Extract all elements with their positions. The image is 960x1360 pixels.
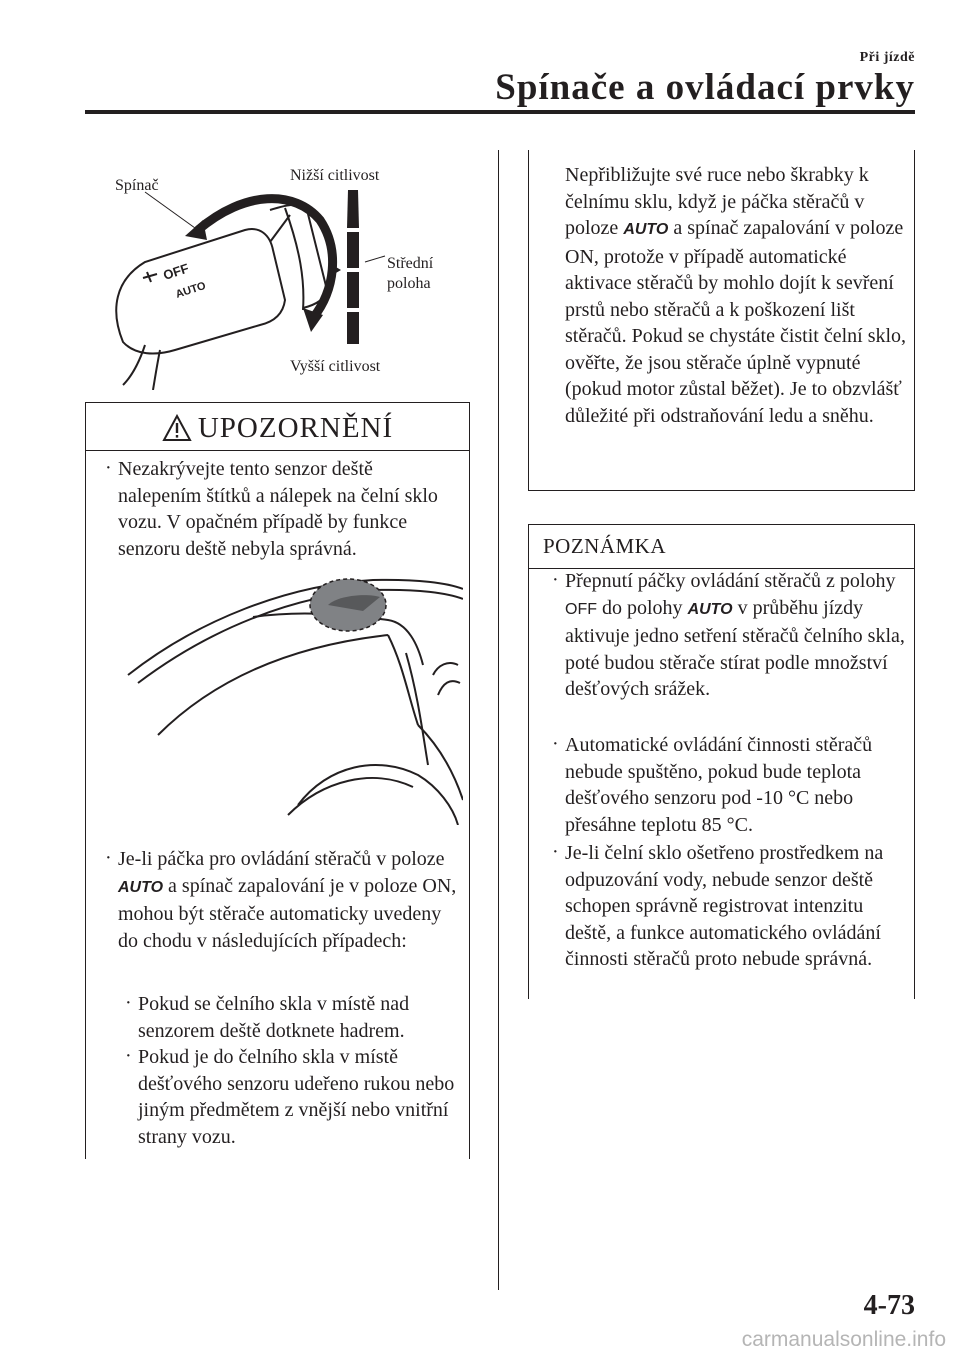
caution-subitem-2 xyxy=(125,1044,463,1150)
bullet-icon: · xyxy=(552,569,559,591)
note-item-1-text-b: do polohy xyxy=(602,596,683,619)
label-switch: Spínač xyxy=(115,177,159,194)
warning-triangle-icon xyxy=(162,414,192,442)
sensitivity-bar-1 xyxy=(347,232,359,268)
caution-title: UPOZORNĚNÍ xyxy=(197,411,394,444)
note-item-3-text: Je-li čelní sklo ošetřeno prostředkem na odpuzování vody, nebude senzor deště schopen správně registrovat intenzitu deště, a funkce automatického ovládání činnosti stěračů proto nebude správná. xyxy=(565,842,884,970)
caution-item-2-text-a: Je-li páčka pro ovládání stěračů v poloze xyxy=(118,848,445,870)
lever-auto-label: AUTO xyxy=(174,279,208,301)
wiper-lever-figure xyxy=(85,150,470,390)
auto-tag: AUTO xyxy=(687,600,733,618)
page-title: Spínače a ovládací prvky xyxy=(495,67,915,108)
off-tag: OFF xyxy=(565,600,597,618)
note-item-1-text-a: Přepnutí páčky ovládání stěračů z polohy xyxy=(565,570,896,592)
sensitivity-bar-3 xyxy=(347,312,359,344)
note-title: POZNÁMKA xyxy=(543,534,667,558)
note-item-2-text: Automatické ovládání činnosti stěračů nebude spuštěno, pokud bude teplota dešťového senzoru pod -10 °C nebo přesáhne teplotu 85 °C. xyxy=(565,734,873,836)
sensitivity-bar-2 xyxy=(347,272,359,308)
caution-subitem-1-text: Pokud se čelního skla v místě nad senzorem deště dotknete hadrem. xyxy=(138,993,410,1042)
caution-item-2-text-b: a spínač zapalování je v poloze ON, mohou být stěrače automaticky uvedeny do chodu v následujících případech: xyxy=(118,874,457,952)
section-header: Při jízdě xyxy=(859,50,915,65)
bullet-icon: · xyxy=(552,733,559,755)
caution-continued-text xyxy=(565,162,910,429)
label-middle-position-2: poloha xyxy=(387,275,431,292)
caution-continued-text-b: a spínač zapalování v poloze ON, protože v případě automatické aktivace stěračů by mohlo dojít k sevření prstů nebo stěračů a k poškození lišt stěračů. Pokud se chystáte čistit čelní sklo, ověřte, že jsou stěrače úplně vypnuté (pokud motor zůstal běžet). Je to obzvlášť důležité při odstraňování ledu a sněhu. xyxy=(565,217,907,427)
caution-continued-text-a: Nepřibližujte své ruce nebo škrabky k čelnímu sklu, když je páčka stěračů v poloze xyxy=(565,164,869,239)
sensitivity-bar-top xyxy=(347,190,359,228)
watermark: carmanualsonline.info xyxy=(741,1328,946,1351)
bullet-icon: · xyxy=(125,1045,132,1067)
auto-tag: AUTO xyxy=(623,221,669,238)
note-item-2 xyxy=(552,732,910,838)
bullet-icon: · xyxy=(105,457,112,479)
bullet-icon: · xyxy=(105,847,112,869)
note-item-1-text-c: v průběhu jízdy aktivuje jedno setření stěračů čelního skla, poté budou stěrače stírat podle množství dešťových srážek. xyxy=(565,596,905,700)
bullet-icon: · xyxy=(552,841,559,863)
header-rule xyxy=(85,110,915,114)
caution-subitem-1 xyxy=(125,991,463,1044)
caution-header xyxy=(86,403,469,451)
windshield-sensor-illustration xyxy=(118,575,463,825)
auto-tag: AUTO xyxy=(118,878,164,896)
page-number: 4-73 xyxy=(863,1290,915,1321)
caution-item-1-text: Nezakrývejte tento senzor deště nalepením štítků a nálepek na čelní sklo vozu. V opačném případě by funkce senzoru deště nebyla správná. xyxy=(118,458,438,560)
note-header xyxy=(529,525,914,569)
caution-item-2 xyxy=(105,846,458,954)
note-item-3 xyxy=(552,840,910,973)
label-middle-position-1: Střední xyxy=(387,255,434,272)
lever-off-label: OFF xyxy=(161,260,191,283)
label-higher-sensitivity: Vyšší citlivost xyxy=(290,358,381,375)
column-divider xyxy=(498,150,499,1290)
caution-item-1 xyxy=(105,456,458,562)
note-item-1 xyxy=(552,568,910,703)
label-lower-sensitivity: Nižší citlivost xyxy=(290,167,380,184)
bullet-icon: · xyxy=(125,992,132,1014)
caution-subitem-2-text: Pokud je do čelního skla v místě dešťového senzoru udeřeno rukou nebo jiným předmětem z vnější nebo vnitřní strany vozu. xyxy=(138,1046,455,1148)
